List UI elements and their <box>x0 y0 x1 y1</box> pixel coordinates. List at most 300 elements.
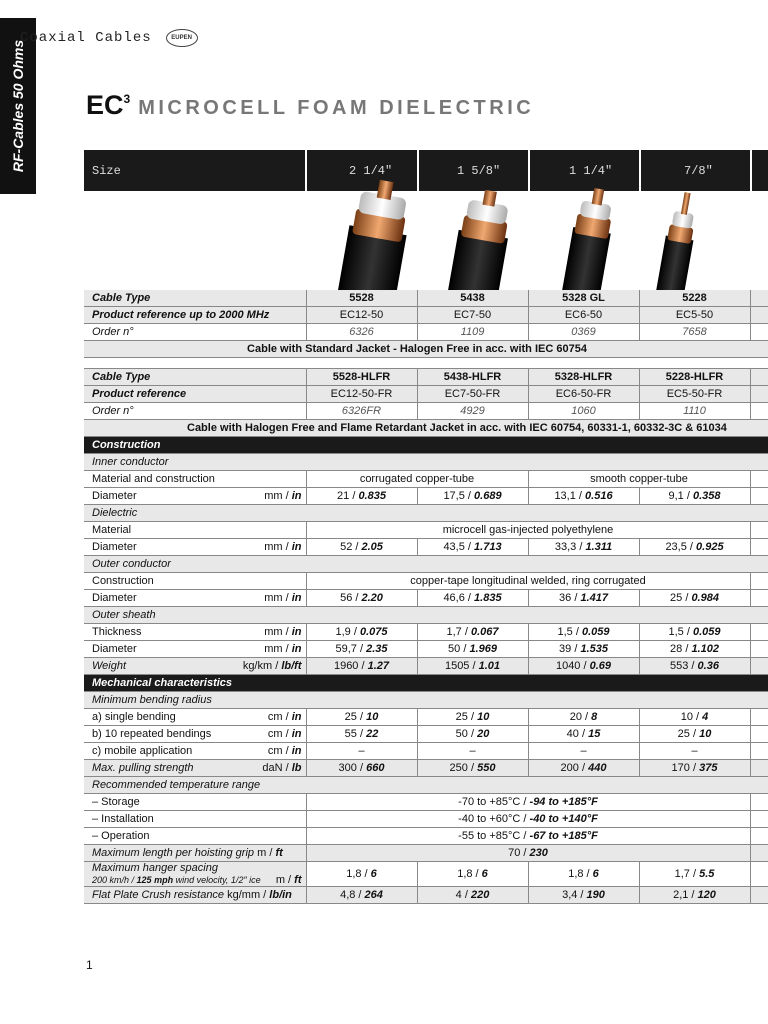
table-cell: 50 / 20 <box>417 726 528 743</box>
value-in: 10 <box>699 728 712 740</box>
value-in: 1.417 <box>580 592 608 604</box>
value-in: 0.835 <box>358 490 386 502</box>
table-cell: 1,9 / 0.075 <box>306 624 417 641</box>
table-row <box>84 307 768 324</box>
value-a: 2,1 <box>673 889 689 901</box>
label-text: Flat Plate Crush resistance <box>92 889 225 901</box>
outer-conductor-heading: Outer conductor <box>84 556 768 573</box>
row-label <box>84 845 306 862</box>
cable-photos <box>84 176 768 290</box>
hlfr-jacket-banner: Cable with Halogen Free and Flame Retardant Jacket in acc. with IEC 60754, 60331-1, 60332-3C & 61034 <box>84 420 768 437</box>
table-cell <box>750 386 768 403</box>
row-label: Order n° <box>84 403 306 420</box>
table-row <box>84 358 768 369</box>
table-cell: 4 / 220 <box>417 887 528 904</box>
table-cell: 5328 GL <box>528 290 639 307</box>
row-label <box>84 887 306 904</box>
value-in: 1.713 <box>474 541 502 553</box>
value-cm: 50 <box>455 728 468 740</box>
table-row <box>84 624 768 641</box>
table-cell: 20 / 8 <box>528 709 639 726</box>
value-a: 250 <box>449 762 468 774</box>
table-cell <box>750 539 768 556</box>
size-col-4: 7/8″ <box>684 163 713 178</box>
size-col-1: 2 1/4″ <box>349 163 393 178</box>
table-cell: 5528 <box>306 290 417 307</box>
construction-heading: Construction <box>84 437 768 454</box>
unit-a: mm <box>264 541 283 553</box>
row-label <box>84 624 306 641</box>
table-cell: 4929 <box>417 403 528 420</box>
unit-a: mm <box>264 490 283 502</box>
value-mm: 25 <box>670 592 683 604</box>
outer-sheath-heading: Outer sheath <box>84 607 768 624</box>
value-in: 2.35 <box>366 643 388 655</box>
value-mm: 28 <box>670 643 683 655</box>
unit-b: in <box>291 541 302 553</box>
sub-c: wind velocity, 1/2″ ice <box>175 875 261 885</box>
value-cm: 55 <box>344 728 357 740</box>
table-cell: 1,8 / 6 <box>528 862 639 887</box>
inner-conductor-heading: Inner conductor <box>84 454 768 471</box>
table-cell: 0369 <box>528 324 639 341</box>
logo-text: EUPEN <box>171 35 192 41</box>
label-text: Thickness <box>92 626 142 638</box>
table-row <box>84 590 768 607</box>
hanger-conditions <box>92 874 261 886</box>
value-a: 1960 <box>333 660 359 672</box>
value-a: 170 <box>671 762 690 774</box>
value-in: 0.075 <box>359 626 388 638</box>
table-cell <box>750 794 768 811</box>
value-mm: 9,1 <box>668 490 684 502</box>
table-row <box>84 794 768 811</box>
table-cell: 553 / 0.36 <box>639 658 750 675</box>
row-label <box>84 760 306 777</box>
row-label <box>84 641 306 658</box>
value-in: 20 <box>477 728 490 740</box>
value-b: 1.27 <box>367 660 390 672</box>
table-cell: copper-tape longitudinal welded, ring corrugated <box>306 573 750 590</box>
value-mm: 13,1 <box>554 490 576 502</box>
table-cell: -70 to +85°C / -94 to +185°F <box>306 794 750 811</box>
page-title <box>86 90 534 121</box>
row-label: – Operation <box>84 828 306 845</box>
unit-b: in <box>291 592 302 604</box>
table-cell: EC6-50-FR <box>528 386 639 403</box>
table-cell: 25 / 10 <box>639 726 750 743</box>
table-cell: 52 / 2.05 <box>306 539 417 556</box>
unit-b: lb/ft <box>281 660 302 672</box>
table-cell: 25 / 0.984 <box>639 590 750 607</box>
label-text: Weight <box>92 660 127 672</box>
table-row <box>84 828 768 845</box>
value-mm: 43,5 <box>443 541 465 553</box>
table-cell <box>750 341 768 358</box>
value-mm: 1,7 <box>446 626 462 638</box>
table-cell: 300 / 660 <box>306 760 417 777</box>
table-cell: 43,5 / 1.713 <box>417 539 528 556</box>
table-cell: EC7-50 <box>417 307 528 324</box>
value-in: 0.925 <box>696 541 724 553</box>
value-c: -55 to +85°C <box>458 830 521 842</box>
value-a: 1,8 <box>457 868 473 880</box>
unit-b: lb <box>291 762 302 774</box>
value-b: 6 <box>481 868 488 880</box>
table-cell: 2,1 / 120 <box>639 887 750 904</box>
table-cell: 33,3 / 1.311 <box>528 539 639 556</box>
value-f: -40 to +140°F <box>529 813 598 825</box>
label-text: Diameter <box>92 592 137 604</box>
value-a: 1,8 <box>346 868 362 880</box>
table-cell: 55 / 22 <box>306 726 417 743</box>
unit-b: in <box>291 711 302 723</box>
value-b: 550 <box>477 762 496 774</box>
table-cell: 1060 <box>528 403 639 420</box>
label-text: c) mobile application <box>92 745 193 757</box>
eupen-logo-icon <box>166 29 198 47</box>
value-mm: 1,9 <box>335 626 351 638</box>
table-cell: 1,7 / 0.067 <box>417 624 528 641</box>
table-cell <box>750 522 768 539</box>
value-b: 0.36 <box>697 660 719 672</box>
table-cell: 56 / 2.20 <box>306 590 417 607</box>
table-cell <box>750 641 768 658</box>
table-cell: 36 / 1.417 <box>528 590 639 607</box>
value-in: 1.102 <box>691 643 719 655</box>
label-text: Maximum length per hoisting grip <box>92 847 255 859</box>
table-cell <box>750 324 768 341</box>
value-in: 1.535 <box>580 643 608 655</box>
value-a: 1505 <box>444 660 470 672</box>
value-in: 2.20 <box>361 592 383 604</box>
table-cell <box>750 471 768 488</box>
unit-a: mm <box>264 626 283 638</box>
value-in: 10 <box>366 711 379 723</box>
table-cell: 25 / 10 <box>306 709 417 726</box>
value-a: 1040 <box>555 660 581 672</box>
table-cell: 5328-HLFR <box>528 369 639 386</box>
unit-b: in <box>291 728 302 740</box>
sub-b: 125 mph <box>136 875 174 885</box>
unit: kg/km / lb/ft <box>242 660 302 672</box>
table-row <box>84 488 768 505</box>
value-in: 10 <box>477 711 490 723</box>
value-in: 1.969 <box>469 643 497 655</box>
row-label: Cable Type <box>84 369 306 386</box>
unit-b: in <box>291 643 302 655</box>
value-mm: 46,6 <box>443 592 465 604</box>
table-cell: 70 / 230 <box>306 845 750 862</box>
value-a: 200 <box>560 762 579 774</box>
value-in: 0.067 <box>470 626 499 638</box>
table-cell: 1110 <box>639 403 750 420</box>
table-row <box>84 845 768 862</box>
table-cell: 200 / 440 <box>528 760 639 777</box>
unit-b: ft <box>275 847 283 859</box>
table-row <box>84 539 768 556</box>
row-label <box>84 726 306 743</box>
table-cell: – <box>528 743 639 760</box>
unit: m / ft <box>257 847 283 859</box>
unit: mm / in <box>264 592 302 604</box>
table-cell: 1505 / 1.01 <box>417 658 528 675</box>
unit-a: kg/km <box>242 660 273 672</box>
unit-a: m <box>257 847 267 859</box>
table-cell: 170 / 375 <box>639 760 750 777</box>
table-cell <box>750 290 768 307</box>
table-cell <box>750 862 768 887</box>
value-b: 264 <box>364 889 383 901</box>
value-cm: 10 <box>680 711 693 723</box>
row-label <box>84 862 306 887</box>
page-number: 1 <box>86 958 93 972</box>
value-b: 6 <box>370 868 377 880</box>
standard-jacket-banner: Cable with Standard Jacket - Halogen Free in acc. with IEC 60754 <box>84 341 750 358</box>
unit: cm / in <box>267 711 302 723</box>
spacer <box>84 358 768 369</box>
table-cell <box>750 845 768 862</box>
value-cm: 20 <box>569 711 582 723</box>
table-row <box>84 658 768 675</box>
table-cell: 4,8 / 264 <box>306 887 417 904</box>
unit-b: ft <box>294 874 302 886</box>
table-row <box>84 522 768 539</box>
table-cell: 250 / 550 <box>417 760 528 777</box>
table-row <box>84 386 768 403</box>
value-in: 0.689 <box>474 490 502 502</box>
table-cell: 21 / 0.835 <box>306 488 417 505</box>
size-col-3: 1 1/4″ <box>569 163 613 178</box>
value-in: 0.059 <box>581 626 610 638</box>
table-cell: EC5-50 <box>639 307 750 324</box>
table-row <box>84 341 768 358</box>
dielectric-heading: Dielectric <box>84 505 768 522</box>
title-main: EC <box>86 90 124 120</box>
row-label: Product reference up to 2000 MHz <box>84 307 306 324</box>
value-b: 230 <box>529 847 548 859</box>
row-label <box>84 539 306 556</box>
value-b: 6 <box>592 868 599 880</box>
value-b: 1.01 <box>478 660 501 672</box>
table-cell <box>750 760 768 777</box>
table-cell: EC7-50-FR <box>417 386 528 403</box>
value-f: -94 to +185°F <box>529 796 598 808</box>
value-mm: 36 <box>559 592 572 604</box>
value-b: 5.5 <box>699 868 715 880</box>
value-a: 4 <box>455 889 462 901</box>
table-row <box>84 709 768 726</box>
unit-a: cm <box>267 711 283 723</box>
value-f: -67 to +185°F <box>529 830 598 842</box>
table-row <box>84 437 768 454</box>
table-cell: 6326FR <box>306 403 417 420</box>
table-row <box>84 505 768 522</box>
table-cell: EC12-50-FR <box>306 386 417 403</box>
table-cell: 10 / 4 <box>639 709 750 726</box>
value-mm: 52 <box>340 541 353 553</box>
unit: mm / in <box>264 626 302 638</box>
table-cell <box>750 726 768 743</box>
table-cell: EC6-50 <box>528 307 639 324</box>
table-row <box>84 760 768 777</box>
cable-image-7-8 <box>655 190 701 290</box>
unit: mm / in <box>264 490 302 502</box>
value-mm: 1,5 <box>557 626 573 638</box>
table-cell: 25 / 10 <box>417 709 528 726</box>
table-cell: 5438 <box>417 290 528 307</box>
value-a: 3,4 <box>562 889 578 901</box>
label-text: Maximum hanger spacing <box>92 862 218 874</box>
unit-a: cm <box>267 728 283 740</box>
table-cell <box>750 573 768 590</box>
title-rest: MICROCELL FOAM DIELECTRIC <box>138 97 535 119</box>
table-cell: 3,4 / 190 <box>528 887 639 904</box>
value-in: 0.984 <box>691 592 719 604</box>
row-label <box>84 743 306 760</box>
table-cell: 13,1 / 0.516 <box>528 488 639 505</box>
value-mm: 56 <box>340 592 353 604</box>
value-mm: 50 <box>448 643 461 655</box>
table-cell <box>750 709 768 726</box>
unit: cm / in <box>267 728 302 740</box>
side-tab-label: RF-Cables 50 Ohms <box>10 39 26 173</box>
table-row <box>84 862 768 887</box>
table-cell: microcell gas-injected polyethylene <box>306 522 750 539</box>
label-text: b) 10 repeated bendings <box>92 728 212 740</box>
unit: mm / in <box>264 541 302 553</box>
value-mm: 39 <box>559 643 572 655</box>
value-mm: 1,5 <box>668 626 684 638</box>
table-row <box>84 290 768 307</box>
table-row <box>84 403 768 420</box>
table-cell: 40 / 15 <box>528 726 639 743</box>
table-cell: smooth copper-tube <box>528 471 750 488</box>
table-cell: 1109 <box>417 324 528 341</box>
table-row <box>84 573 768 590</box>
unit-a: kg/mm <box>227 889 261 901</box>
unit-b: in <box>291 745 302 757</box>
value-cm: 25 <box>344 711 357 723</box>
table-row <box>84 324 768 341</box>
brand-header <box>20 27 198 49</box>
row-label <box>84 590 306 607</box>
table-row <box>84 454 768 471</box>
table-row <box>84 420 768 437</box>
table-cell: 59,7 / 2.35 <box>306 641 417 658</box>
value-in: 15 <box>588 728 601 740</box>
table-row <box>84 471 768 488</box>
table-cell: 1,8 / 6 <box>306 862 417 887</box>
value-a: 1,7 <box>674 868 690 880</box>
value-in: 0.516 <box>585 490 613 502</box>
value-b: 440 <box>588 762 607 774</box>
value-mm: 33,3 <box>554 541 577 553</box>
label-text: Diameter <box>92 643 137 655</box>
table-cell: 1960 / 1.27 <box>306 658 417 675</box>
value-a: 4,8 <box>340 889 356 901</box>
value-in: 2.05 <box>361 541 383 553</box>
value-b: 120 <box>697 889 716 901</box>
unit: kg/mm / lb/in <box>227 889 292 901</box>
table-cell: – <box>306 743 417 760</box>
table-cell <box>750 307 768 324</box>
table-cell <box>750 403 768 420</box>
table-cell: corrugated copper-tube <box>306 471 528 488</box>
table-cell <box>750 828 768 845</box>
cable-image-2-1-4 <box>337 176 415 290</box>
table-cell: 1,7 / 5.5 <box>639 862 750 887</box>
table-row <box>84 369 768 386</box>
table-cell: EC5-50-FR <box>639 386 750 403</box>
size-label: Size <box>92 163 121 178</box>
table-row <box>84 607 768 624</box>
cable-image-1-5-8 <box>447 187 515 290</box>
table-row <box>84 777 768 794</box>
row-label <box>84 709 306 726</box>
value-c: -40 to +60°C <box>458 813 521 825</box>
value-b: 375 <box>699 762 718 774</box>
unit-a: mm <box>264 592 283 604</box>
title-superscript: 3 <box>123 92 131 106</box>
table-cell: 1040 / 0.69 <box>528 658 639 675</box>
table-cell <box>750 369 768 386</box>
table-row <box>84 811 768 828</box>
unit-b: in <box>291 490 302 502</box>
table-cell: 5528-HLFR <box>306 369 417 386</box>
table-cell <box>750 811 768 828</box>
table-cell: 9,1 / 0.358 <box>639 488 750 505</box>
value-in: 4 <box>702 711 709 723</box>
value-a: 553 <box>670 660 689 672</box>
value-cm: 25 <box>677 728 690 740</box>
table-cell: 1,5 / 0.059 <box>639 624 750 641</box>
value-in: 1.835 <box>474 592 502 604</box>
table-row <box>84 743 768 760</box>
row-label: Cable Type <box>84 290 306 307</box>
value-b: 220 <box>470 889 490 901</box>
value-b: 0.69 <box>589 660 612 672</box>
row-label <box>84 658 306 675</box>
table-cell: – <box>417 743 528 760</box>
table-cell: 6326 <box>306 324 417 341</box>
mechanical-heading: Mechanical characteristics <box>84 675 768 692</box>
unit-a: m <box>275 874 285 886</box>
table-cell <box>750 488 768 505</box>
table-row <box>84 556 768 573</box>
table-cell: 5228-HLFR <box>639 369 750 386</box>
row-label: Material and construction <box>84 471 306 488</box>
row-label: – Installation <box>84 811 306 828</box>
table-row <box>84 887 768 904</box>
label-text: Diameter <box>92 541 137 553</box>
table-cell: 1,8 / 6 <box>417 862 528 887</box>
value-cm: 40 <box>566 728 579 740</box>
value-mm: 23,5 <box>665 541 687 553</box>
table-cell: 5438-HLFR <box>417 369 528 386</box>
table-cell: -55 to +85°C / -67 to +185°F <box>306 828 750 845</box>
table-cell: 1,5 / 0.059 <box>528 624 639 641</box>
value-mm: 17,5 <box>443 490 465 502</box>
value-a: 70 <box>508 847 521 859</box>
row-label <box>84 488 306 505</box>
row-label: – Storage <box>84 794 306 811</box>
value-c: -70 to +85°C <box>458 796 521 808</box>
table-row <box>84 641 768 658</box>
value-mm: 59,7 <box>335 643 357 655</box>
unit-b: lb/in <box>269 889 292 901</box>
bending-radius-heading: Minimum bending radius <box>84 692 768 709</box>
